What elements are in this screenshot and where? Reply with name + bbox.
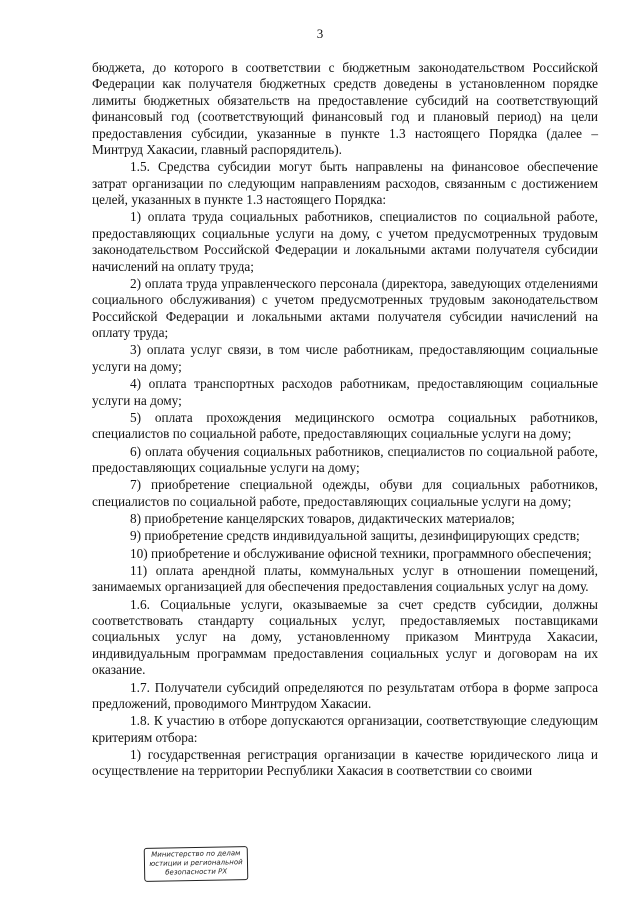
list-item-5: 5) оплата прохождения медицинского осмотра социальных работников, специалистов по социальной работе, предоставляющих социальные услуги на дому; <box>92 409 598 442</box>
list-item-7: 7) приобретение специальной одежды, обуви для социальных работников, специалистов по социальной работе, предоставляющих социальные услуги на дому; <box>92 477 598 509</box>
paragraph-1-5: 1.5. Средства субсидии могут быть направлены на финансовое обеспечение затрат организации по следующим направлениям расходов, связанным с достижением целей, указанных в пункте 1.3 настоящего Порядка: <box>92 159 598 208</box>
list-item-10: 10) приобретение и обслуживание офисной техники, программного обеспечения; <box>130 545 592 561</box>
paragraph-1-7: 1.7. Получатели субсидий определяются по результатам отбора в форме запроса предложений, проводимого Минтрудом Хакасии. <box>92 679 598 711</box>
criteria-item-1: 1) государственная регистрация организации в качестве юридического лица и осуществление на территории Республики Хакасия в соответствии со своими <box>92 746 598 779</box>
page-number: 3 <box>316 26 324 41</box>
list-item-1: 1) оплата труда социальных работников, специалистов по социальной работе, предоставляющих социальные услуги на дому, с учетом предусмотренных трудовым законодательством Российской Федерации и локальными актами получателя субсидии начислений на оплату труда; <box>92 209 598 274</box>
paragraph-1-6: 1.6. Социальные услуги, оказываемые за счет средств субсидии, должны соответствовать стандарту социальных услуг, предоставляемых поставщиками социальных услуг на дому, установленному приказом Минтруда Хакасии, индивидуальным программам предоставления социальных услуг и договорам на их оказание. <box>92 596 598 678</box>
list-item-8: 8) приобретение канцелярских товаров, дидактических материалов; <box>130 510 515 526</box>
document-body <box>92 60 598 781</box>
list-item-9: 9) приобретение средств индивидуальной защиты, дезинфицирующих средств; <box>130 528 580 544</box>
paragraph-continuation: бюджета, до которого в соответствии с бюджетным законодательством Российской Федерации как получателя бюджетных средств доведены в установленном порядке лимиты бюджетных обязательств на предоставление субсидий на соответствующий финансовый год (соответствующий финансовый год и плановый период) на цели предоставления субсидии, указанные в пункте 1.3 настоящего Порядка (далее – Минтруд Хакасии, главный распорядитель). <box>92 60 598 158</box>
list-item-6: 6) оплата обучения социальных работников, специалистов по социальной работе, предоставляющих социальные услуги на дому; <box>92 443 598 475</box>
list-item-11: 11) оплата арендной платы, коммунальных услуг в отношении помещений, занимаемых организацией для обеспечения предоставления социальных услуг на дому. <box>92 562 598 595</box>
ministry-stamp <box>144 846 249 882</box>
stamp-line-1: Министерство по делам <box>151 849 241 859</box>
stamp-line-2: юстиции и региональной <box>149 858 243 868</box>
stamp-line-3: безопасности РХ <box>165 867 228 877</box>
list-item-3: 3) оплата услуг связи, в том числе работникам, предоставляющим социальные услуги на дому; <box>92 342 598 374</box>
list-item-2: 2) оплата труда управленческого персонала (директора, заведующих отделениями социального обслуживания) с учетом предусмотренных трудовым законодательством Российской Федерации и локальными актами получателя субсидии начислений на оплату труда; <box>92 275 598 341</box>
list-item-4: 4) оплата транспортных расходов работникам, предоставляющим социальные услуги на дому; <box>92 376 598 408</box>
paragraph-1-8: 1.8. К участию в отборе допускаются организации, соответствующие следующим критериям отбора: <box>92 713 598 745</box>
